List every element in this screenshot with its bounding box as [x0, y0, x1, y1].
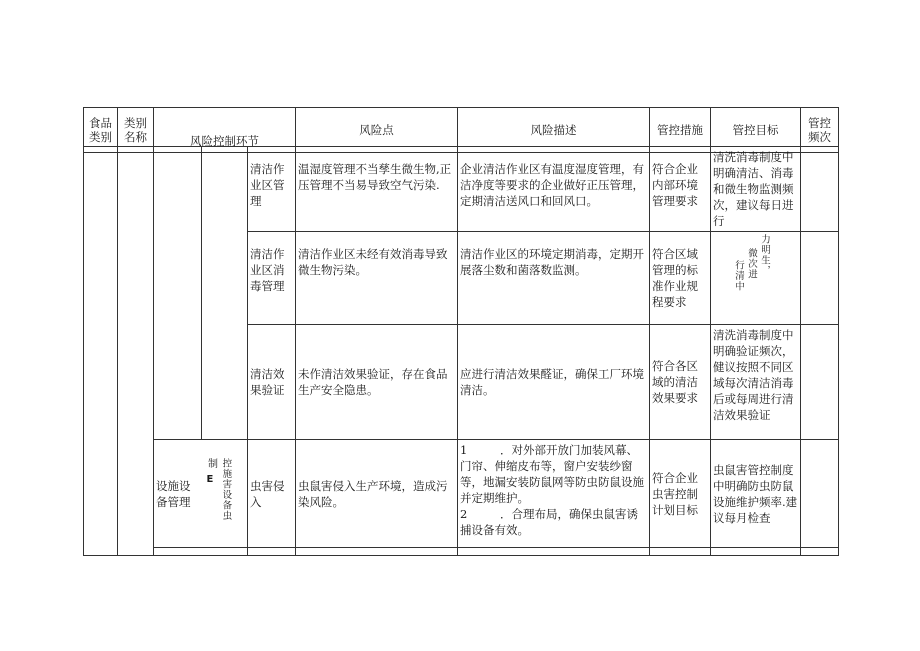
- risk-description-cell: 清洁作业区未经有效消毒导致微生物污染。: [296, 232, 458, 325]
- header-category-name: 类别名称: [118, 108, 154, 153]
- measure-text: ．合理布局，确保虫鼠害诱捕设备有效。: [460, 507, 638, 537]
- risk-control-body: [83, 146, 839, 556]
- risk-description-cell: 虫鼠害侵入生产环境，造成污染风险。: [296, 440, 458, 548]
- sublink-vertical-text: 控施害设备虫: [220, 458, 232, 521]
- header-control-goal: 管控目标: [711, 108, 801, 153]
- risk-description-cell: 温湿度管理不当孳生微生物,正压管理不当易导致空气污染.: [296, 147, 458, 232]
- control-measures-cell: [458, 440, 650, 548]
- empty-cell: [711, 548, 801, 556]
- responsible-person-cell: [801, 440, 839, 548]
- measure-text: ．对外部开放门加装风幕、门帘、伸缩皮布等，窗户安装纱窗等，地漏安装防鼠网等防虫防鼠设施并定期维护。: [460, 443, 644, 505]
- empty-cell: [296, 548, 458, 556]
- empty-cell: [248, 548, 296, 556]
- control-goal-cell: 符合企业内部环境管理要求: [650, 147, 711, 232]
- risk-description-cell: 未作清洁效果验证，存在食品生产安全隐患。: [296, 325, 458, 440]
- measure-number: 1: [460, 443, 468, 457]
- risk-link-cell: [154, 147, 202, 440]
- control-goal-cell: 符合区域管理的标准作业规程要求: [650, 232, 711, 325]
- frequency-vertical-col: 微次进: [746, 248, 757, 280]
- empty-cell: [650, 548, 711, 556]
- risk-point-cell: 清洁作业区管理: [248, 147, 296, 232]
- header-risk-point: 风险点: [296, 108, 458, 153]
- control-frequency-cell: [711, 232, 801, 325]
- risk-link-cell: 设施设备管理: [154, 440, 202, 548]
- control-measures-cell: 企业清洁作业区有温度湿度管理，有洁净度等要求的企业做好正压管理，定期清洁送风口和回风口。: [458, 147, 650, 232]
- table-row: [84, 147, 839, 232]
- header-food-category: 食品类别: [84, 108, 118, 153]
- header-risk-description: 风险描述: [458, 108, 650, 153]
- frequency-vertical-col: 行清中: [733, 260, 744, 292]
- table-row: [84, 548, 839, 556]
- control-frequency-cell: 清洗消毒制度中明确验证频次，健议按照不同区域每次清洁消毒后或每周进行清洁效果验证: [711, 325, 801, 440]
- category-name-cell: [118, 147, 154, 556]
- empty-cell: [801, 548, 839, 556]
- food-category-cell: [84, 147, 118, 556]
- responsible-person-cell: [801, 147, 839, 232]
- measure-item: [460, 442, 647, 506]
- responsible-person-cell: [801, 325, 839, 440]
- control-frequency-cell: 清洗消毒制度中明确清洁、消毒和微生物监测频次，建议每日进行: [711, 147, 801, 232]
- control-measures-cell: 应进行清洁效果醛证，确保工厂环境清洁。: [458, 325, 650, 440]
- risk-sublink-cell: [202, 440, 248, 548]
- control-frequency-cell: 虫鼠害管控制度中明确防虫防鼠设施维护频率.建议每月检查: [711, 440, 801, 548]
- sublink-mark: E: [206, 474, 214, 485]
- risk-sublink-cell: [202, 147, 248, 440]
- control-measures-cell: 清洁作业区的环境定期消毒，定期开展落尘数和菌落数监测。: [458, 232, 650, 325]
- frequency-vertical-col: 力明生，: [759, 234, 770, 276]
- responsible-person-cell: [801, 232, 839, 325]
- header-risk-control-link: 风险控制环节: [154, 108, 296, 153]
- empty-cell: [458, 548, 650, 556]
- empty-cell: [154, 548, 248, 556]
- control-goal-cell: 符合各区域的清洁效果要求: [650, 325, 711, 440]
- risk-point-cell: 虫害侵入: [248, 440, 296, 548]
- measure-number: 2: [460, 507, 468, 521]
- measure-item: [460, 506, 647, 538]
- risk-point-cell: 清洁作业区消毒管理: [248, 232, 296, 325]
- header-control-frequency: 管控频次: [801, 108, 839, 153]
- sublink-prefix: 制: [205, 458, 217, 469]
- header-control-measures: 管控措施: [650, 108, 711, 153]
- risk-point-cell: 清洁效果验证: [248, 325, 296, 440]
- control-goal-cell: 符合企业虫害控制计划目标: [650, 440, 711, 548]
- table-row: [84, 440, 839, 548]
